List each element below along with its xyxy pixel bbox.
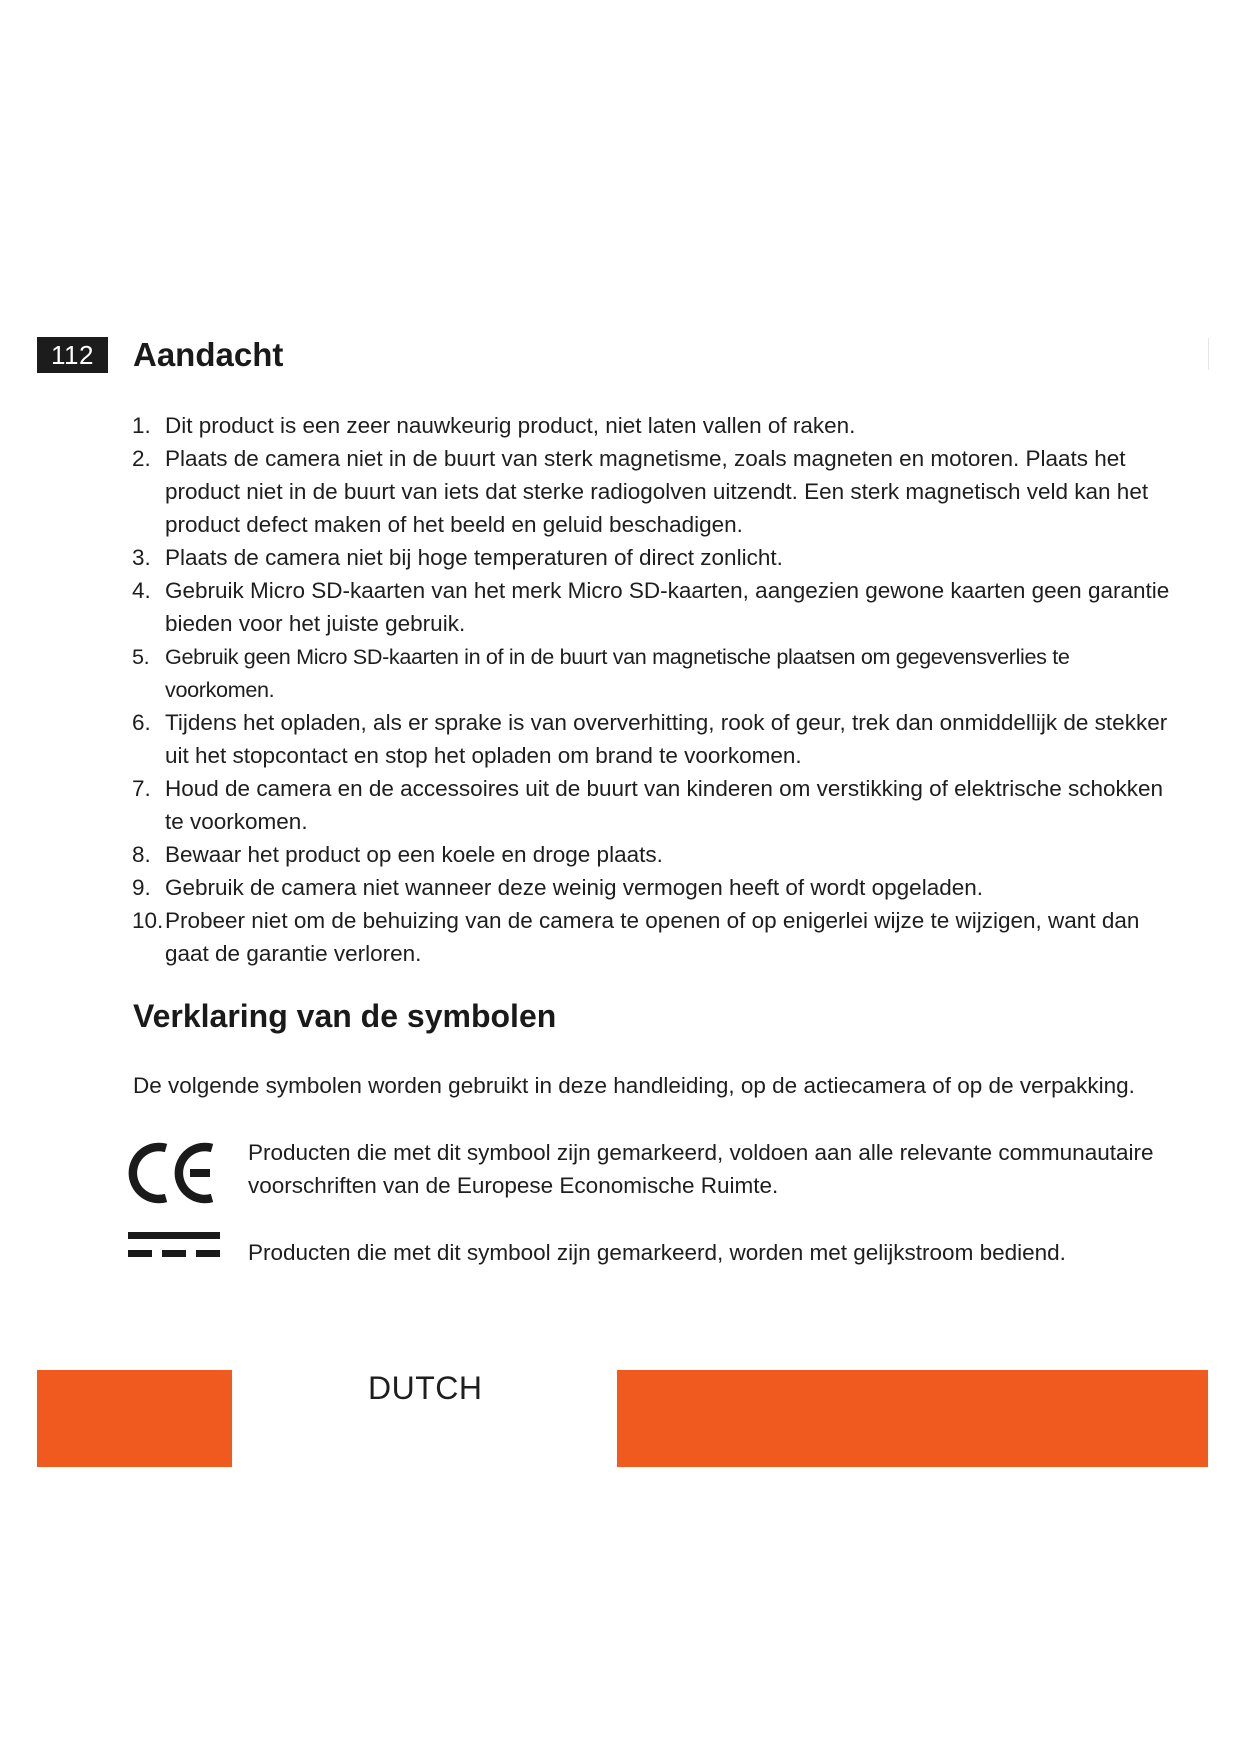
item-text: Bewaar het product op een koele en droge plaats. [165,842,663,867]
page-title: Aandacht [133,336,284,373]
list-item [132,904,1182,970]
list-item [132,541,1182,574]
item-number: 10. [132,908,164,933]
list-item [132,871,1182,904]
item-number: 8. [132,842,151,867]
footer-accent-right [617,1370,1208,1467]
header-divider [1208,338,1209,370]
list-item [132,640,1182,706]
item-text: Gebruik geen Micro SD-kaarten in of in de buurt van magnetische plaatsen om gegevensverlies te voorkomen. [165,644,1070,702]
direct-current-icon [128,1230,220,1260]
item-text: Probeer niet om de behuizing van de camera te openen of op enigerlei wijze te wijzigen, want dan gaat de garantie verloren. [165,908,1140,966]
item-text: Gebruik de camera niet wanneer deze weinig vermogen heeft of wordt opgeladen. [165,875,983,900]
item-text: Houd de camera en de accessoires uit de buurt van kinderen om verstikking of elektrische schokken te voorkomen. [165,776,1164,834]
item-number: 9. [132,875,151,900]
list-item [132,442,1182,541]
item-text: Plaats de camera niet in de buurt van sterk magnetisme, zoals magneten en motoren. Plaats het product niet in de buurt van iets dat sterke radiogolven uitzendt. Een sterk magnetisch veld kan het product defect maken of het beeld en geluid beschadigen. [165,446,1149,537]
item-text: Dit product is een zeer nauwkeurig product, niet laten vallen of raken. [165,413,856,438]
item-number: 5. [132,644,150,669]
symbols-section-title: Verklaring van de symbolen [133,998,557,1034]
ce-mark-icon [128,1140,218,1206]
list-item [132,772,1182,838]
item-text: Gebruik Micro SD-kaarten van het merk Micro SD-kaarten, aangezien gewone kaarten geen garantie bieden voor het juiste gebruik. [165,578,1170,636]
item-number: 2. [132,446,151,471]
list-item [132,409,1182,442]
footer-language: DUTCH [368,1370,483,1406]
item-number: 1. [132,413,151,438]
caution-list [132,409,1182,970]
item-text: Tijdens het opladen, als er sprake is van oververhitting, rook of geur, trek dan onmiddellijk de stekker uit het stopcontact en stop het opladen om brand te voorkomen. [165,710,1168,768]
item-text: Plaats de camera niet bij hoge temperaturen of direct zonlicht. [165,545,783,570]
item-number: 7. [132,776,151,801]
list-item [132,838,1182,871]
footer-accent-left [37,1370,232,1467]
ce-mark-description: Producten die met dit symbool zijn gemarkeerd, voldoen aan alle relevante communautaire voorschriften van de Europese Economische Ruimte. [248,1140,1154,1198]
item-number: 6. [132,710,151,735]
page-number: 112 [37,337,108,373]
symbols-intro: De volgende symbolen worden gebruikt in deze handleiding, op de actiecamera of op de verpakking. [133,1073,1135,1098]
list-item [132,706,1182,772]
list-item [132,574,1182,640]
direct-current-description: Producten die met dit symbool zijn gemarkeerd, worden met gelijkstroom bediend. [248,1240,1066,1265]
item-number: 4. [132,578,151,603]
item-number: 3. [132,545,151,570]
